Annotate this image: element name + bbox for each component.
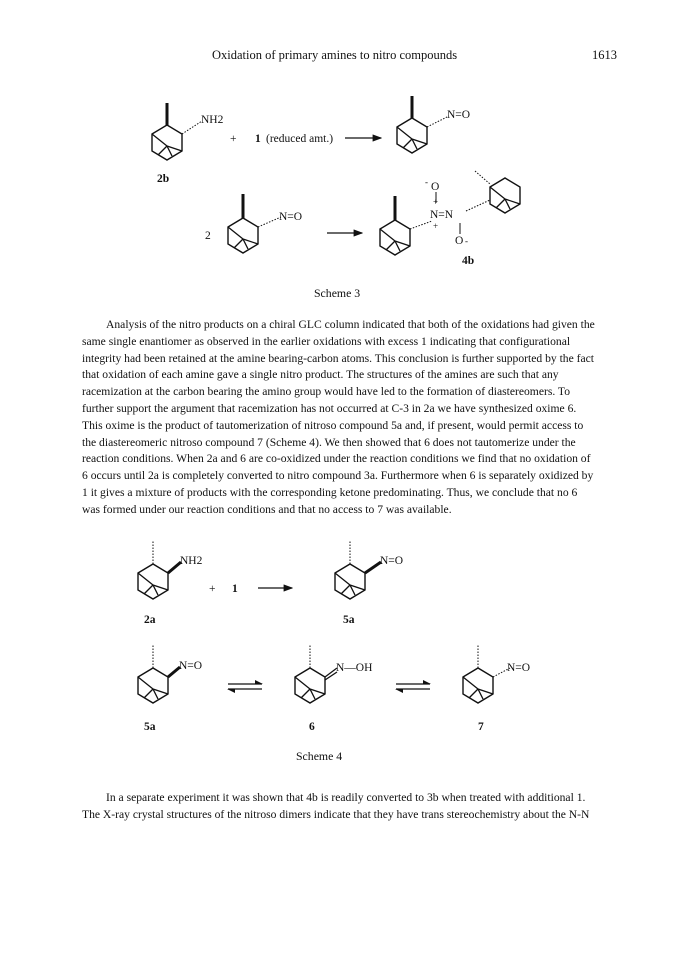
nitroso-5a-structure-2 (138, 645, 180, 703)
scheme-4-diagram (0, 535, 692, 745)
nitroso-7-structure (463, 645, 510, 703)
compound-label-6: 6 (309, 721, 315, 733)
compound-label-4b: 4b (462, 255, 475, 267)
dimer-oxygen-bottom: O (455, 235, 464, 247)
compound-label-2a: 2a (144, 614, 156, 626)
stoich-coefficient: 2 (205, 230, 211, 242)
equilibrium-arrows-right (395, 680, 431, 693)
page-number: 1613 (592, 48, 617, 62)
amine-group-label-2a: NH2 (180, 555, 203, 567)
text-line: same single enantiomer as observed in the earlier oxidations with excess 1 indicating that configurational (82, 334, 571, 348)
text-line: was formed under our reaction conditions and that no access to 7 was available. (82, 502, 452, 516)
text-line: This oxime is the product of tautomerization of nitroso compound 5a and, if present, would permit access to (82, 418, 584, 432)
text-line: further support the argument that racemization has not occurred at C-3 in 2a we have synthesized oxime 6. (82, 401, 577, 415)
compound-label-5a: 5a (343, 614, 355, 626)
dimer-minus-top: - (425, 177, 428, 187)
amine-2b-structure (152, 103, 202, 160)
oxime-6-structure (295, 645, 337, 703)
compound-label-2b: 2b (157, 173, 170, 185)
plus-sign: + (230, 133, 237, 145)
running-title: Oxidation of primary amines to nitro compounds (212, 48, 458, 62)
compound-label-7: 7 (478, 721, 484, 733)
scheme-3-caption: Scheme 3 (314, 286, 361, 300)
scheme-3-diagram (0, 86, 692, 286)
compound-label-5a-2: 5a (144, 721, 156, 733)
text-line: In a separate experiment it was shown that 4b is readily converted to 3b when treated with additional 1. (106, 791, 586, 804)
amine-group-label: NH2 (201, 114, 224, 126)
text-line: The X-ray crystal structures of the nitroso dimers indicate that they have trans stereochemistry about the N-N (82, 807, 590, 821)
text-line: that oxidation of each amine gave a single nitro product. The structures of the amines are such that any (82, 368, 559, 382)
text-line: integrity had been retained at the amine bearing-carbon atoms. This conclusion is further supported by the fact (82, 351, 594, 365)
text-line: 6 occurs until 2a is completely converted to nitro compound 3a. Furthermore when 6 is separately oxidized by (82, 469, 594, 483)
nitroso-product-structure (397, 96, 449, 153)
text-line: reaction conditions. When 2a and 6 are co-oxidized under the reaction conditions we find that no oxidation of (82, 452, 591, 466)
nitroso-group-label-5a: N=O (380, 555, 404, 567)
dimer-plus-bottom: + (433, 221, 439, 231)
dimer-minus-bottom: - (465, 236, 468, 246)
nitroso-group-label-2: N=O (279, 211, 303, 223)
reagent-number: 1 (255, 133, 261, 145)
dimer-nn-linkage: N=N (430, 209, 454, 221)
text-line: the diastereomeric nitroso compound 7 (Scheme 4). We then showed that 6 does not tautomerize under the (82, 435, 576, 449)
reagent-note: (reduced amt.) (266, 133, 334, 145)
plus-sign-2: + (209, 583, 216, 595)
right-group-label: N=O (507, 662, 531, 674)
text-line: Analysis of the nitro products on a chiral GLC column indicated that both of the oxidations had given the (106, 318, 595, 331)
scheme-4-caption: Scheme 4 (296, 749, 343, 763)
dimer-plus-top: + (433, 197, 439, 207)
nitroso-reactant-structure (228, 194, 281, 253)
left-group-label: N=O (179, 660, 203, 672)
running-header (0, 48, 692, 64)
dimer-oxygen-top: O (431, 181, 440, 193)
nitroso-5a-structure (335, 541, 381, 599)
reagent-number-2: 1 (232, 583, 238, 595)
body-paragraph-1 (82, 317, 610, 519)
equilibrium-arrows-left (227, 680, 263, 693)
body-paragraph-2 (82, 790, 610, 824)
text-line: 1 it gives a mixture of products with the corresponding ketone predominating. Thus, we conclude that no 6 (82, 485, 578, 499)
text-line: racemization at the carbon bearing the amino group would have led to the formation of diastereomers. To (82, 385, 571, 399)
nitroso-group-label: N=O (447, 109, 471, 121)
middle-group-label: N—OH (336, 662, 373, 674)
amine-2a-structure (138, 541, 181, 599)
